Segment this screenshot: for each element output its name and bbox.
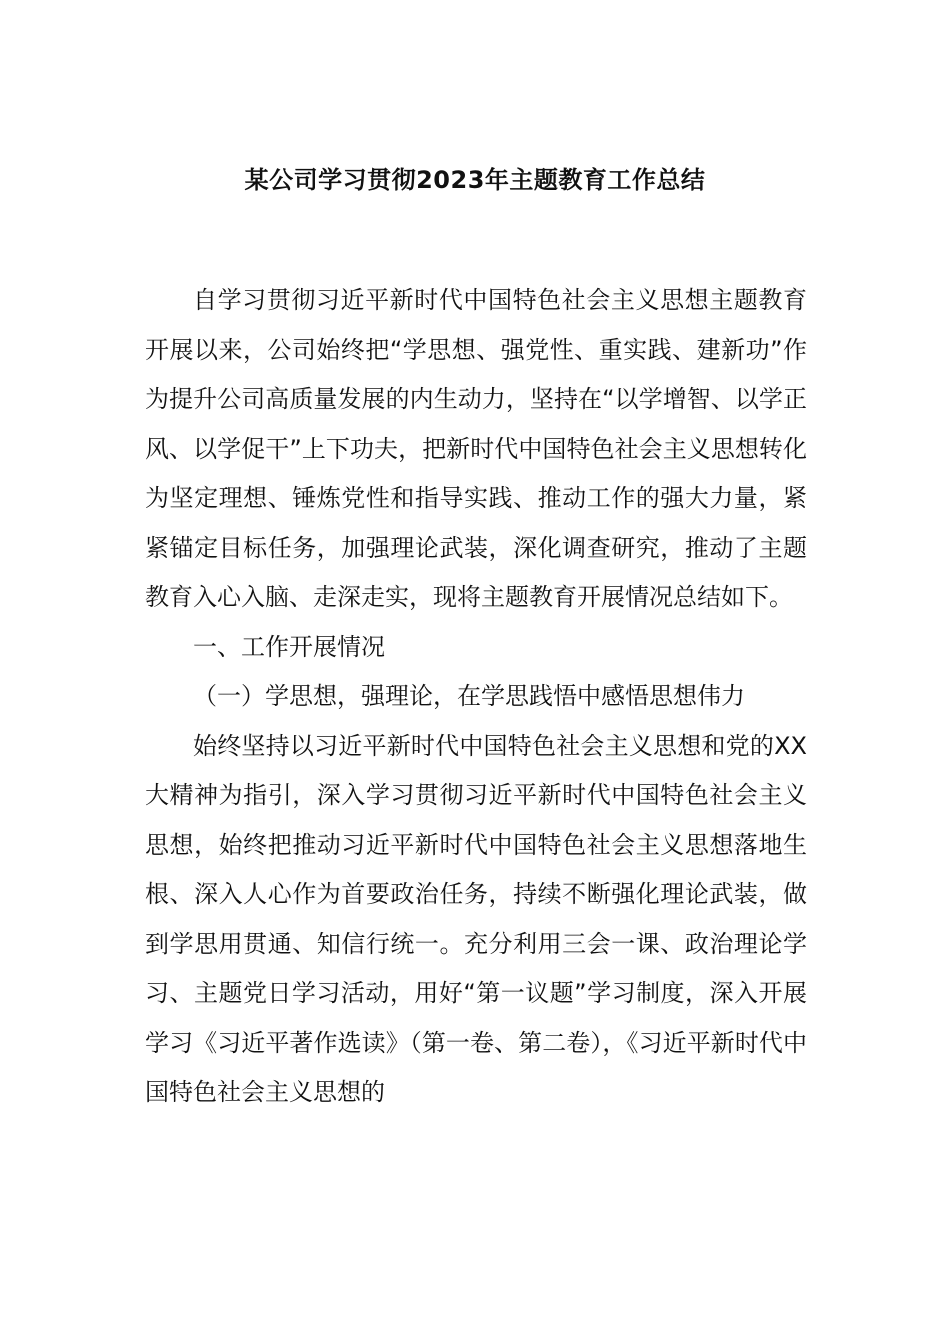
body-paragraph: 始终坚持以习近平新时代中国特色社会主义思想和党的XX大精神为指引，深入学习贯彻习近平新时代中国特色社会主义思想，始终把推动习近平新时代中国特色社会主义思想落地生根、深入人心作为首要政治任务，持续不断强化理论武装，做到学思用贯通、知信行统一。充分利用三会一课、政治理论学习、主题党日学习活动，用好“第一议题”学习制度，深入开展学习《习近平著作选读》（第一卷、第二卷），《习近平新时代中国特色社会主义思想的 [145, 731, 807, 1106]
section-heading: 一、工作开展情况 [193, 632, 385, 661]
document-body [145, 276, 807, 1118]
subsection-heading: （一）学思想，强理论，在学思践悟中感悟思想伟力 [193, 682, 745, 710]
document-title: 某公司学习贯彻2023年主题教育工作总结 [244, 166, 706, 194]
intro-paragraph: 自学习贯彻习近平新时代中国特色社会主义思想主题教育开展以来，公司始终把“学思想、强党性、重实践、建新功”作为提升公司高质量发展的内生动力，坚持在“以学增智、以学正风、以学促干”上下功夫，把新时代中国特色社会主义思想转化为坚定理想、锤炼党性和指导实践、推动工作的强大力量，紧紧锚定目标任务，加强理论武装，深化调查研究，推动了主题教育入心入脑、走深走实，现将主题教育开展情况总结如下。 [145, 286, 807, 611]
